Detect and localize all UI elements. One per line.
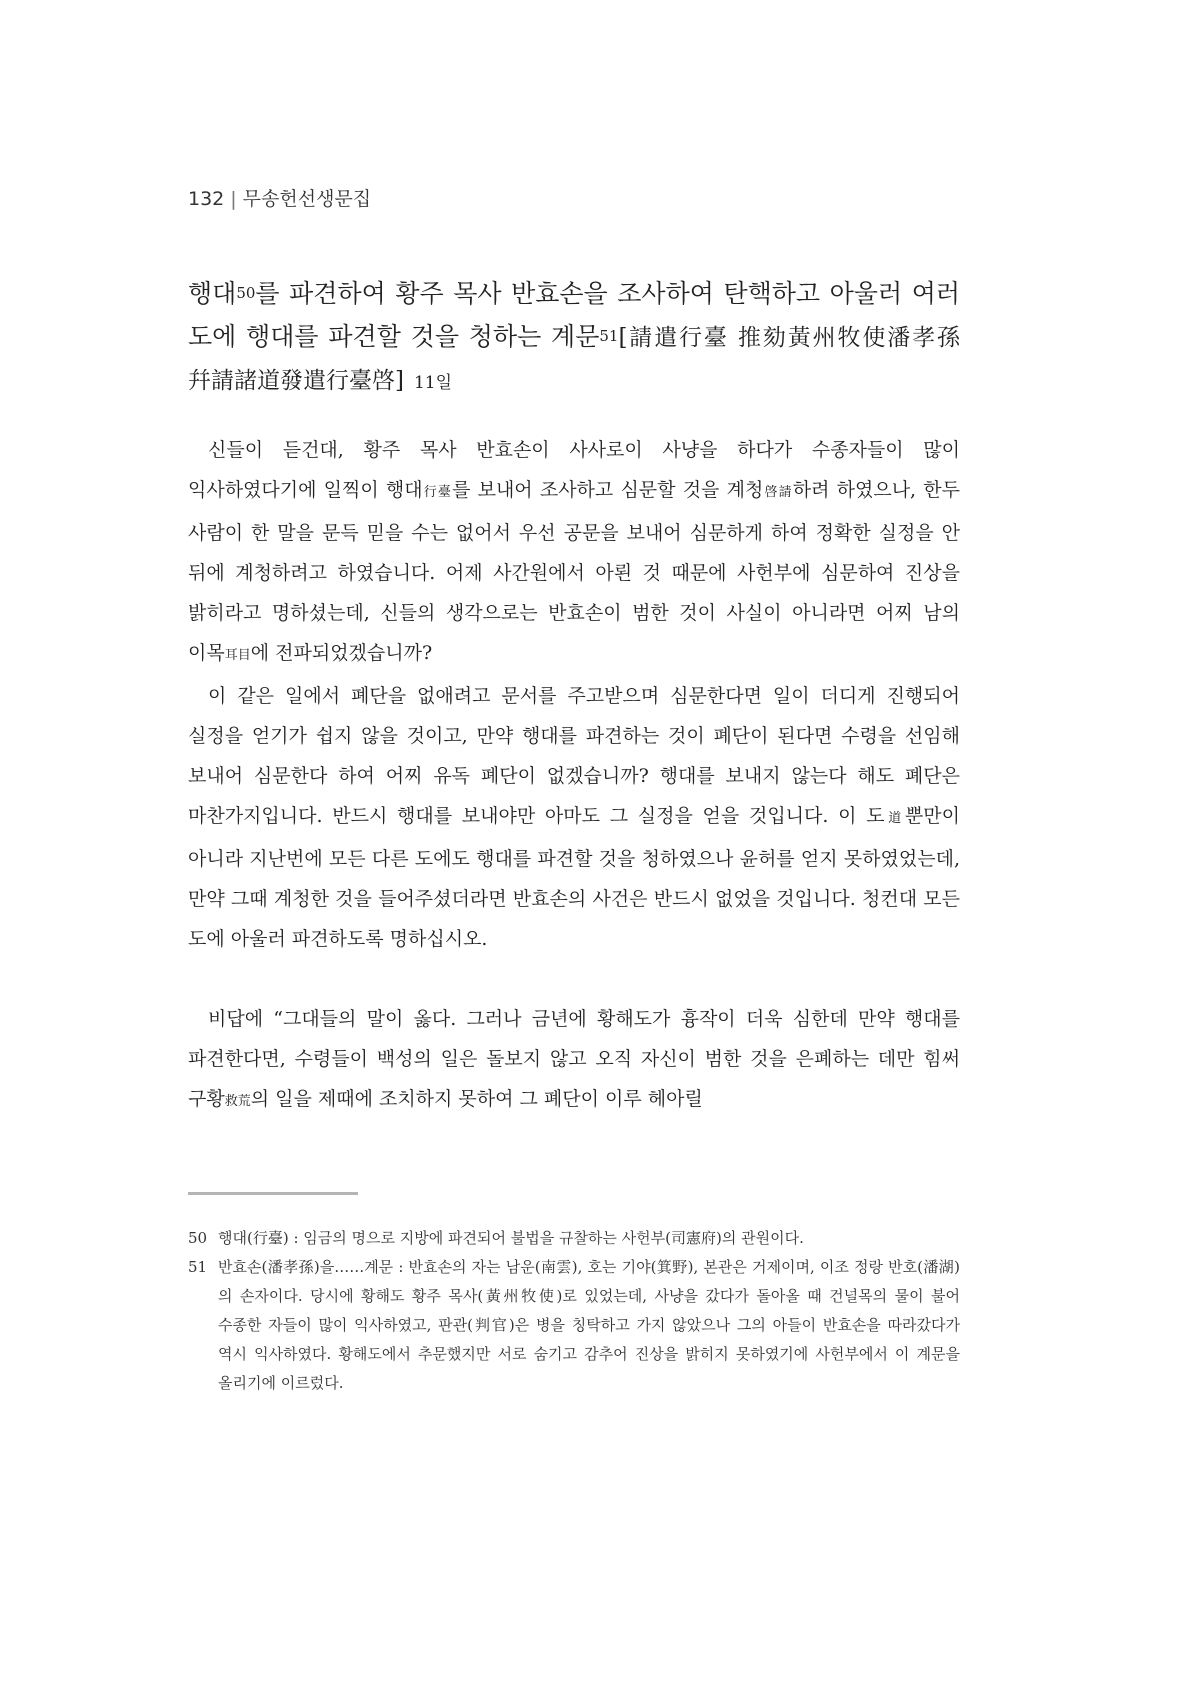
footnote-text: 행대(行臺) : 임금의 명으로 지방에 파견되어 불법을 규찰하는 사헌부(司憲府)의 관원이다. [218,1229,804,1247]
footnote-divider [188,1192,358,1195]
title-footnote-ref-51[interactable]: 51 [599,327,619,345]
hanja-gloss: 救荒 [224,1094,251,1109]
running-header [188,184,371,211]
hanja-gloss: 道 [884,811,905,826]
text-run: 에 전파되었겠습니까? [250,642,433,664]
title-day: 11일 [413,373,453,393]
title-part-2: 를 파견하여 황주 목사 반효손을 조사하여 탄핵하고 아울러 여러 도에 행대를 파견할 것을 청하는 계문 [188,279,960,351]
section-title [188,272,960,404]
text-run: 의 일을 제때에 조치하지 못하여 그 폐단이 이루 헤아릴 [250,1088,703,1110]
footnote-number: 50 [188,1229,208,1247]
footnote-number: 51 [188,1258,208,1276]
footnote-50 [188,1224,960,1253]
header-separator: | [230,188,237,210]
page-number: 132 [188,188,225,210]
paragraph-1 [188,430,960,676]
text-run: 신들이 듣건대, 황주 목사 반효손이 사사로이 사냥을 하다가 수종자들이 많이 익사하였다기에 일찍이 행대 [188,439,960,501]
title-hanja: [請遣行臺 推劾黃州牧使潘孝孫 幷請諸道發遣行臺啓] [188,325,960,394]
paragraph-3 [188,999,960,1122]
footnotes [188,1224,960,1398]
text-run: 이 같은 일에서 폐단을 없애려고 문서를 주고받으며 심문한다면 일이 더디게 진행되어 실정을 얻기가 쉽지 않을 것이고, 만약 행대를 파견하는 것이 폐단이 된다면 수령을 선임해 보내어 심문한다 하여 어찌 유독 폐단이 없겠습니까? 행대를 보내지 않는다 해도 폐단은 마찬가지입니다. 반드시 행대를 보내야만 아마도 그 실정을 얻을 것입니다. 이 도 [188,685,960,827]
title-part-1: 행대 [188,279,237,308]
paragraph-gap [188,959,960,999]
paragraph-2 [188,676,960,959]
hanja-gloss: 啓請 [763,485,793,500]
body-text [188,430,960,1122]
text-run: 를 보내어 조사하고 심문할 것을 계청 [452,479,764,501]
book-title: 무송헌선생문집 [242,188,372,210]
footnote-text: 반효손(潘孝孫)을……계문 : 반효손의 자는 남운(南雲), 호는 기야(箕野), 본관은 거제이며, 이조 정랑 반호(潘湖)의 손자이다. 당시에 황해도 황주 목사(黃州牧使)로 있었는데, 사냥을 갔다가 돌아올 때 건널목의 물이 불어 수종한 자들이 많이 익사하였고, 판관(判官)은 병을 칭탁하고 가지 않았으나 그의 아들이 반효손을 따라갔다가 역시 익사하였다. 황해도에서 추문했지만 서로 숨기고 감추어 진상을 밝히지 못하였기에 사헌부에서 이 계문을 올리기에 이르렀다. [218,1258,960,1392]
text-run: 비답에 “그대들의 말이 옳다. 그러나 금년에 황해도가 흉작이 더욱 심한데 만약 행대를 파견한다면, 수령들이 백성의 일은 돌보지 않고 오직 자신이 범한 것을 은폐하는 데만 힘써 구황 [188,1008,960,1110]
hanja-gloss: 耳目 [224,648,251,663]
text-run: 하려 하였으나, 한두 사람이 한 말을 문득 믿을 수는 없어서 우선 공문을 보내어 심문하게 하여 정확한 실정을 안 뒤에 계청하려고 하였습니다. 어제 사간원에서 아뢴 것 때문에 사헌부에 심문하여 진상을 밝히라고 명하셨는데, 신들의 생각으로는 반효손이 범한 것이 사실이 아니라면 어찌 남의 이목 [188,479,960,664]
text-run: 뿐만이 아니라 지난번에 모든 다른 도에도 행대를 파견할 것을 청하였으나 윤허를 얻지 못하였었는데, 만약 그때 계청한 것을 들어주셨더라면 반효손의 사건은 반드시 없었을 것입니다. 청컨대 모든 도에 아울러 파견하도록 명하십시오. [188,805,960,950]
footnote-51 [188,1253,960,1398]
hanja-gloss: 行臺 [422,485,453,500]
title-footnote-ref-50[interactable]: 50 [236,284,256,302]
